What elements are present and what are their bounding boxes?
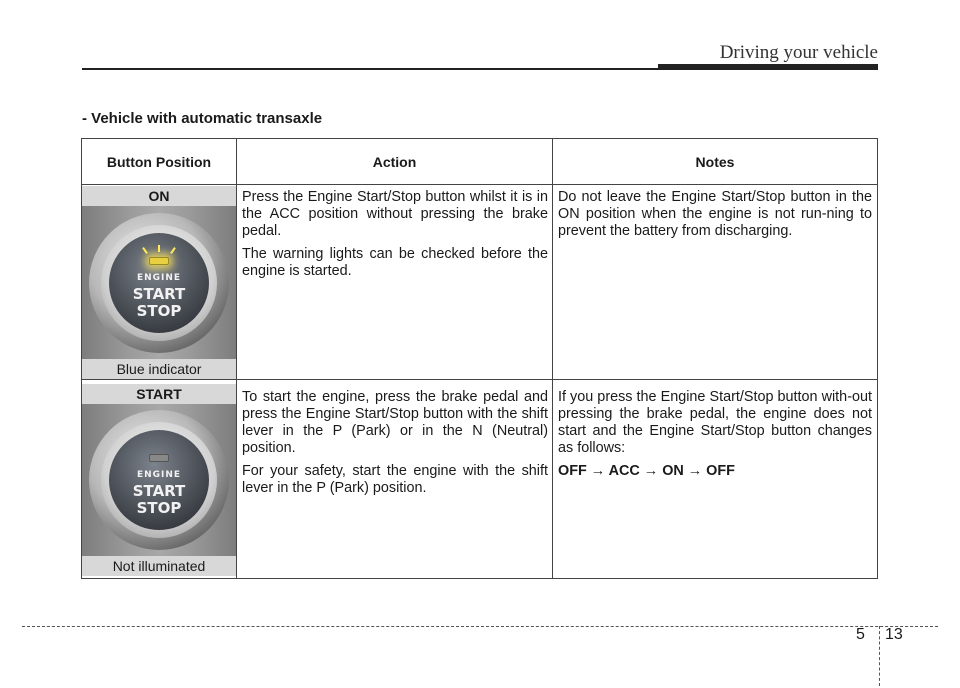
action-text: To start the engine, press the brake pedal and press the Engine Start/Stop button with the shift lever in the P (Park) or in the N (Neutral) position. [242,389,548,456]
button-position-table [81,138,878,579]
notes-text: If you press the Engine Start/Stop button with-out pressing the brake pedal, the engine does not start and the Engine Start/Stop button changes as follows: [558,389,872,456]
engine-start-stop-button-icon: ENGINE START STOP [89,213,229,353]
indicator-lamp-icon [149,454,169,462]
image-caption-on: Blue indicator [82,359,236,379]
action-cell-on [242,189,548,286]
footer-divider [879,626,880,686]
engine-start-stop-button-icon: ENGINE START STOP [89,410,229,550]
chapter-title: Driving your vehicle [719,42,878,63]
notes-cell-on [558,189,872,246]
column-header-button-position: Button Position [106,154,212,170]
row-divider [82,379,877,380]
indicator-lamp-icon [149,257,169,265]
column-divider [552,139,553,578]
position-label-on: ON [82,186,236,206]
action-text: The warning lights can be checked before the engine is started. [242,246,548,279]
button-image-start [82,404,236,556]
action-cell-start [242,389,548,503]
notes-cell-start [558,389,872,486]
column-divider [236,139,237,578]
action-text: For your safety, start the engine with the shift lever in the P (Park) position. [242,463,548,496]
button-image-on [82,206,236,359]
image-caption-start: Not illuminated [82,556,236,576]
page-number: 13 [885,626,903,643]
section-title: - Vehicle with automatic transaxle [82,110,323,127]
section-number: 5 [856,626,865,643]
action-text: Press the Engine Start/Stop button whilst it is in the ACC position without pressing the brake pedal. [242,189,548,239]
state-sequence: OFF → ACC → ON → OFF [558,463,735,479]
footer-rule [22,626,938,627]
column-header-notes: Notes [695,154,735,170]
notes-text: Do not leave the Engine Start/Stop button in the ON position when the engine is not run-ning to prevent the battery from discharging. [558,189,872,239]
column-header-action: Action [372,154,417,170]
position-label-start: START [82,384,236,404]
table-header-row [82,139,877,185]
header-rule-accent [658,64,878,70]
